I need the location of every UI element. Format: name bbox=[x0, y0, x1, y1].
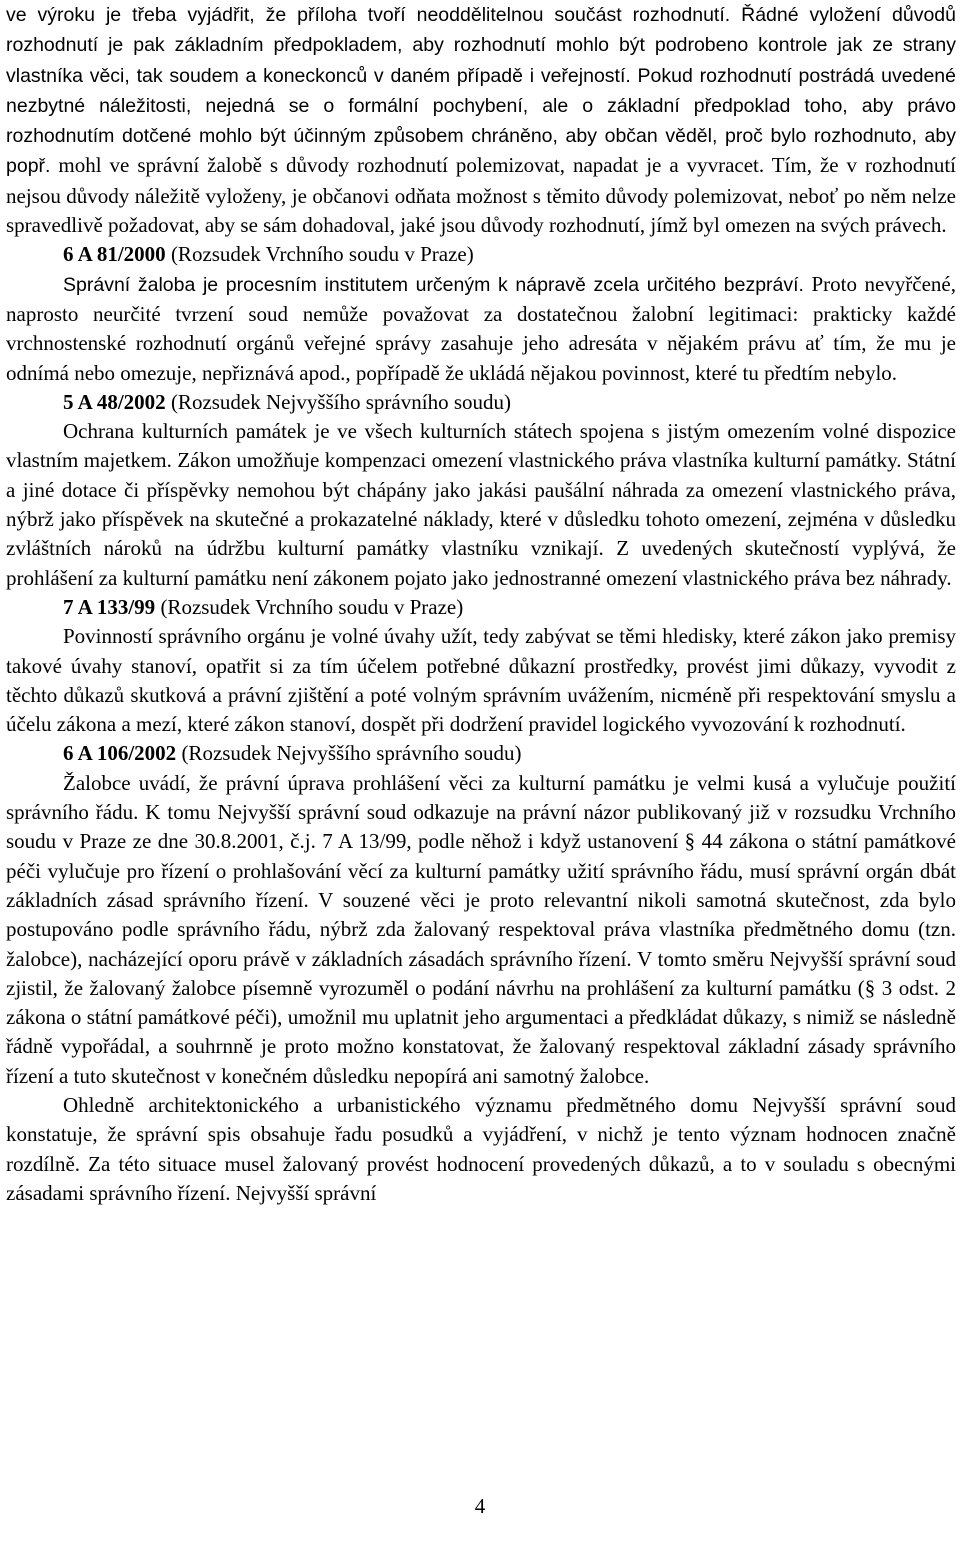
case-body-2 bbox=[6, 417, 956, 593]
page-number: 4 bbox=[474, 1494, 486, 1518]
case-body-sans: Správní žaloba je procesním institutem určeným k nápravě zcela určitého bezpráví. bbox=[63, 273, 804, 296]
case-body-3 bbox=[6, 622, 956, 739]
case-body-serif: Ochrana kulturních památek je ve všech kulturních státech spojena s jistým omezením volné dispozice vlastním majetkem. Zákon umožňuje kompenzaci omezení vlastnického práva vlastníka kulturní památky. Státní a jiné dotace či příspěvky nemohou být chápány jako jakási paušální náhrada za omezení vlastnického práva, nýbrž jako příspěvek na skutečné a prokazatelné náklady, které v důsledku tohoto omezení, zejména v důsledku zvláštních nároků na údržbu kulturní památky vlastníku vznikají. Z uvedených skutečností vyplývá, že prohlášení za kulturní památku není zákonem pojato jako jednostranné omezení vlastnického práva bez náhrady. bbox=[6, 419, 956, 590]
case-body-4 bbox=[6, 769, 956, 1091]
case-id: 6 A 81/2000 bbox=[63, 242, 166, 267]
case-id: 7 A 133/99 bbox=[63, 594, 156, 619]
case-body-serif: Povinností správního orgánu je volné úvahy užít, tedy zabývat se těmi hledisky, které zákon jako premisy takové úvahy stanoví, opatřit si za tím účelem potřebné důkazní prostředky, provést jimi důkazy, vyvodit z těchto důkazů skutková a právní zjištění a poté volným správním uvážením, nicméně při respektování smyslu a účelu zákona a mezí, které zákon stanoví, dospět při dodržení pravidel logického vyvozování k rozhodnutí. bbox=[6, 624, 956, 737]
court-name: (Rozsudek Vrchního soudu v Praze) bbox=[165, 242, 474, 267]
case-body-serif: Žalobce uvádí, že právní úprava prohlášení věci za kulturní památku je velmi kusá a vylučuje použití správního řádu. K tomu Nejvyšší správní soud odkazuje na právní názor publikovaný již v rozsudku Vrchního soudu v Praze ze dne 30.8.2001, č.j. 7 A 13/99, podle něhož i když ustanovení § 44 zákona o státní památkové péči vylučuje pro řízení o prohlašování věcí za kulturní památky užití správního řádu, musí správní orgán dbát základních zásad správního řízení. V souzené věci je proto relevantní nikoli samotná skutečnost, zda bylo postupováno podle správního řádu, nýbrž zda žalovaný respektoval práva vlastníka předmětného domu (tzn. žalobce), nacházející oporu právě v základních zásadách správního řízení. V tomto směru Nejvyšší správní soud zjistil, že žalovaný žalobce písemně vyrozuměl o podání návrhu na prohlášení za kulturní památku (§ 3 odst. 2 zákona o státní památkové péči), umožnil mu uplatnit jeho argumentaci a předkládat důkazy, s nimiž se následně řádně vypořádal, a souhrnně je proto možno konstatovat, že žalovaný respektoval základní zásady správního řízení a tuto skutečnost v konečném důsledku nepopírá ani samotný žalobce. bbox=[6, 770, 956, 1088]
case-heading-1 bbox=[6, 240, 956, 269]
document-page bbox=[6, 0, 956, 1208]
court-name: (Rozsudek Nejvyššího správního soudu) bbox=[165, 389, 511, 414]
case-body-serif: Proto nevyřčené, naprosto neurčité tvrzení soud nemůže považovat za dostatečnou žalobní legitimaci: prakticky každé vrchnostenské rozhodnutí orgánů veřejné správy zasahuje jeho adresáta v nějakém právu ať tím, že mu je odnímá nebo omezuje, nepřiznává apod., popřípadě že ukládá nějakou povinnost, které tu předtím nebylo. bbox=[6, 271, 956, 385]
case-heading-4 bbox=[6, 739, 956, 768]
case-heading-3 bbox=[6, 593, 956, 622]
court-name: (Rozsudek Vrchního soudu v Praze) bbox=[155, 594, 464, 619]
intro-paragraph bbox=[6, 0, 956, 240]
case-id: 6 A 106/2002 bbox=[63, 741, 177, 766]
case-body-1 bbox=[6, 270, 956, 388]
case-heading-2 bbox=[6, 388, 956, 417]
court-name: (Rozsudek Nejvyššího správního soudu) bbox=[176, 741, 522, 766]
case-id: 5 A 48/2002 bbox=[63, 389, 166, 414]
intro-text-sans: ve výroku je třeba vyjádřit, že příloha tvoří neoddělitelnou součást rozhodnutí. Řádné vyložení důvodů rozhodnutí je pak základním předpokladem, aby rozhodnutí mohlo být podrobeno kontrole jak ze strany vlastníka věci, tak soudem a koneckonců v daném případě i veřejností. Pokud rozhodnutí postrádá uvedené nezbytné náležitosti, nejedná se o formální pochybení, ale o základní předpoklad toho, aby právo rozhodnutím dotčené mohlo být účinným způsobem chráněno, aby občan věděl, proč bylo rozhodnuto, aby popř. bbox=[6, 4, 956, 178]
intro-text-serif: mohl ve správní žalobě s důvody rozhodnutí polemizovat, napadat je a vyvracet. Tím, že v rozhodnutí nejsou důvody náležitě vyloženy, je občanovi odňata možnost s těmito důvody polemizovat, neboť po něm nelze spravedlivě požadovat, aby se sám dohadoval, jaké jsou důvody rozhodnutí, jímž byl omezen na svých právech. bbox=[6, 153, 956, 238]
closing-paragraph: Ohledně architektonického a urbanistického významu předmětného domu Nejvyšší správní soud konstatuje, že správní spis obsahuje řadu posudků a vyjádření, v nichž je tento význam hodnocen značně rozdílně. Za této situace musel žalovaný provést hodnocení provedených důkazů, a to v souladu s obecnými zásadami správního řízení. Nejvyšší správní bbox=[6, 1092, 956, 1205]
